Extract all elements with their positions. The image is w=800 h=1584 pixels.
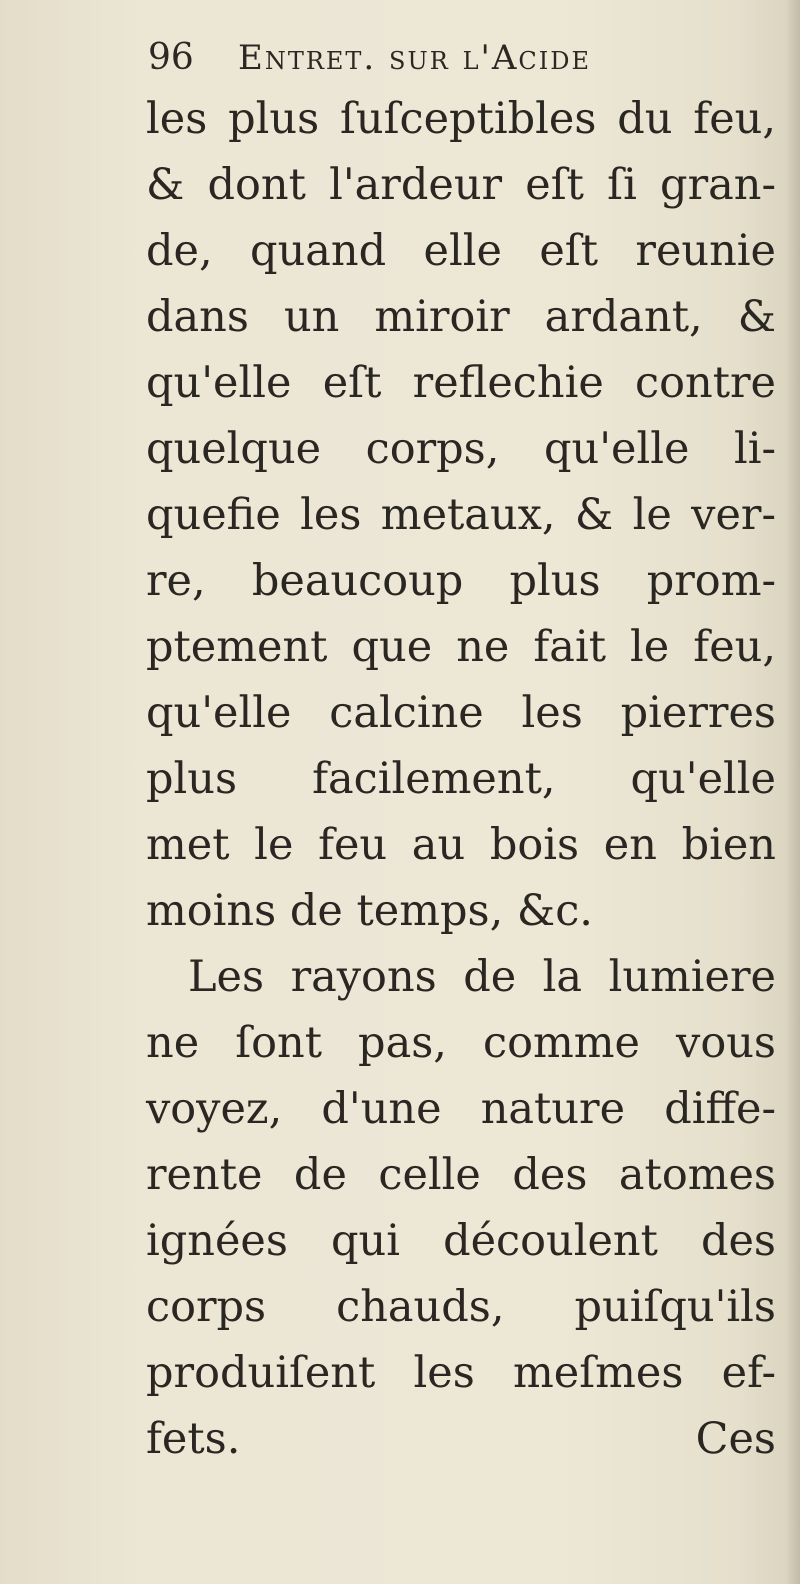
text-line: ignées qui découlent des (146, 1216, 776, 1266)
text-line-last: fets. (146, 1414, 241, 1464)
text-line: qu'elle eſt reflechie contre (146, 358, 776, 408)
text-line: plus facilement, qu'elle (146, 754, 776, 804)
text-line-paragraph-end: moins de temps, &c. (146, 886, 593, 936)
text-line: les plus ſuſceptibles du feu, (146, 94, 776, 144)
text-line: ptement que ne fait le feu, (146, 622, 776, 672)
text-line: produiſent les meſmes ef- (146, 1348, 776, 1398)
text-line: corps chauds, puiſqu'ils (146, 1282, 776, 1332)
page-edge-shadow (786, 0, 800, 1584)
running-head: Entret. sur l'Acide (238, 38, 592, 78)
text-line: dans un miroir ardant, & (146, 292, 776, 342)
body-text (146, 86, 776, 1472)
final-line (146, 1406, 776, 1472)
text-line: ne ſont pas, comme vous (146, 1018, 776, 1068)
text-line: qu'elle calcine les pierres (146, 688, 776, 738)
text-line: met le feu au bois en bien (146, 820, 776, 870)
text-line: voyez, d'une nature diffe- (146, 1084, 776, 1134)
text-line: quefie les metaux, & le ver- (146, 490, 776, 540)
text-line: quelque corps, qu'elle li- (146, 424, 776, 474)
page-header (148, 30, 748, 86)
page-number: 96 (148, 37, 194, 78)
text-line: & dont l'ardeur eſt ſi gran- (146, 160, 776, 210)
text-line: re, beaucoup plus prom- (146, 556, 776, 606)
text-line-paragraph-start: Les rayons de la lumiere (188, 952, 776, 1002)
text-line: de, quand elle eſt reunie (146, 226, 776, 276)
catchword: Ces (695, 1414, 776, 1464)
text-line: rente de celle des atomes (146, 1150, 776, 1200)
